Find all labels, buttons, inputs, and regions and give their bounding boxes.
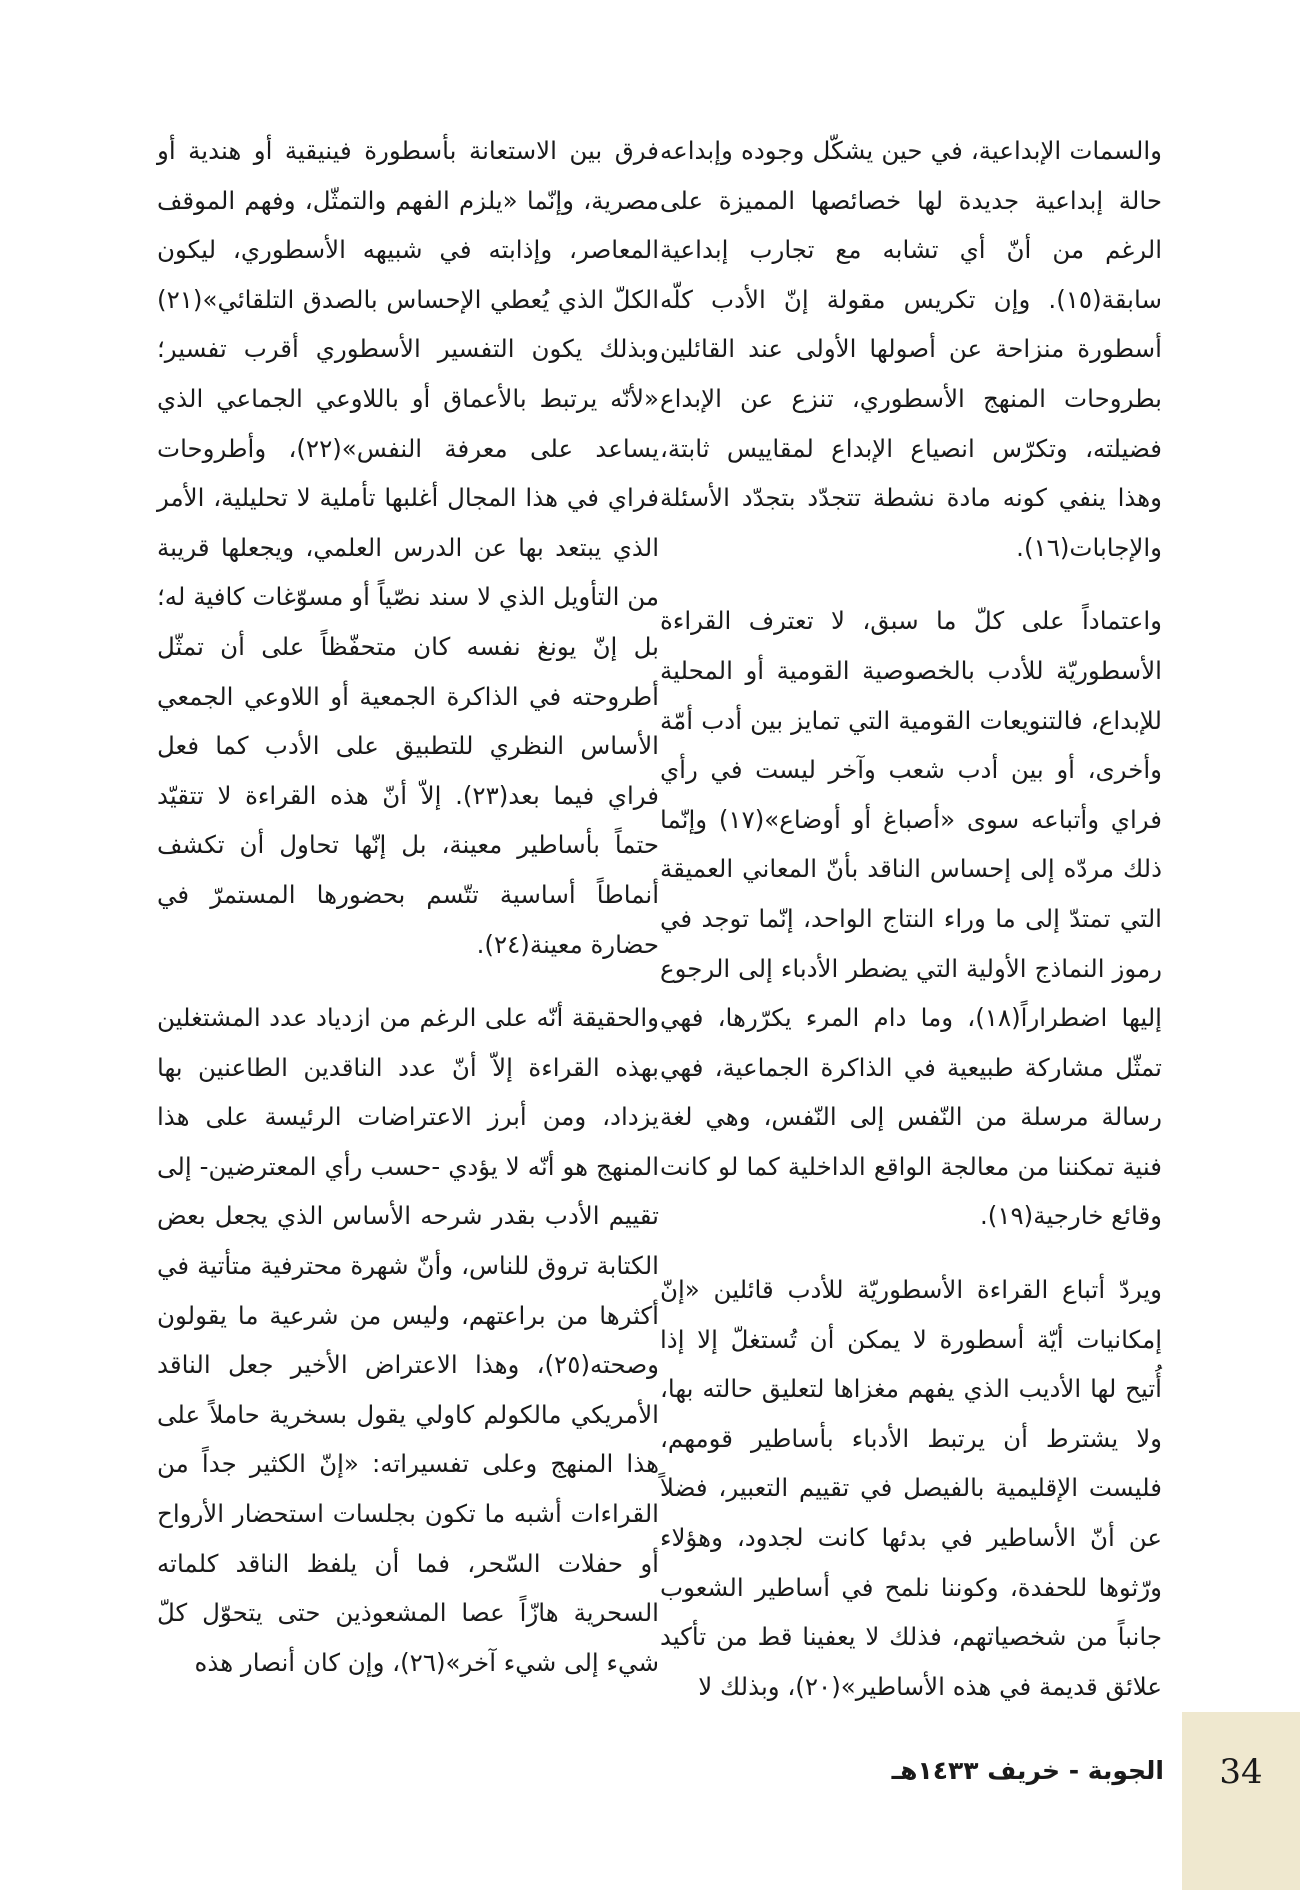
article-column-right: [660, 126, 1162, 1711]
footer-band: [1182, 1712, 1300, 1890]
paragraph: ويردّ أتباع القراءة الأسطوريّة للأدب قائلين «إنّ إمكانيات أيّة أسطورة لا يمكن أن تُستغلّ إلا إذا أُتيح لها الأديب الذي يفهم مغزاها لتعليق حالته بها، ولا يشترط أن يرتبط الأدباء بأساطير قومهم، فليست الإقليمية بالفيصل في تقييم التعبير، فضلاً عن أنّ الأساطير في بدئها كانت لجدود، وهؤلاء ورّثوها للحفدة، وكوننا نلمح في أساطير الشعوب جانباً من شخصياتهم، فذلك لا يعفينا قط من تأكيد علائق قديمة في هذه الأساطير»(٢٠)، وبذلك لا: [660, 1275, 1162, 1701]
paragraph: واعتماداً على كلّ ما سبق، لا تعترف القراءة الأسطوريّة للأدب بالخصوصية القومية أو المحلية للإبداع، فالتنويعات القومية التي تمايز بين أدب أمّة وأخرى، أو بين أدب شعب وآخر ليست في رأي فراي وأتباعه سوى «أصباغ أو أوضاع»(١٧) وإنّما ذلك مردّه إلى إحساس الناقد بأنّ المعاني العميقة التي تمتدّ إلى ما وراء النتاج الواحد، إنّما توجد في رموز النماذج الأولية التي يضطر الأدباء إلى الرجوع إليها اضطراراً(١٨)، وما دام المرء يكرّرها، فهي تمثّل مشاركة طبيعية في الذاكرة الجماعية، فهي رسالة مرسلة من النّفس إلى النّفس، وهي لغة فنية تمكننا من معالجة الواقع الداخلية كما لو كانت وقائع خارجية(١٩).: [660, 606, 1163, 1231]
paragraph: والسمات الإبداعية، في حين يشكّل وجوده وإبداعه حالة إبداعية جديدة لها خصائصها المميزة على الرغم من أنّ أي تشابه مع تجارب إبداعية سابقة(١٥). وإن تكريس مقولة إنّ الأدب كلّه أسطورة منزاحة عن أصولها الأولى عند القائلين بطروحات المنهج الأسطوري، تنزع عن الإبداع فضيلته، وتكرّس انصياع الإبداع لمقاييس ثابتة، وهذا ينفي كونه مادة نشطة تتجدّد بتجدّد الأسئلة والإجابات(١٦).: [660, 136, 1162, 562]
paragraph: فرق بين الاستعانة بأسطورة فينيقية أو هندية أو مصرية، وإنّما «يلزم الفهم والتمثّل، وفهم الموقف المعاصر، وإذابته في شبيهه الأسطوري، ليكون الكلّ الذي يُعطي الإحساس بالصدق التلقائي»(٢١) وبذلك يكون التفسير الأسطوري أقرب تفسير؛ «لأنّه يرتبط بالأعماق أو باللاوعي الجماعي الذي يساعد على معرفة النفس»(٢٢)، وأطروحات فراي في هذا المجال أغلبها تأملية لا تحليلية، الأمر الذي يبتعد بها عن الدرس العلمي، ويجعلها قريبة من التأويل الذي لا سند نصّياً أو مسوّغات كافية له؛ بل إنّ يونغ نفسه كان متحفّظاً على أن تمثّل أطروحته في الذاكرة الجمعية أو اللاوعي الجمعي الأساس النظري للتطبيق على الأدب كما فعل فراي فيما بعد(٢٣). إلاّ أنّ هذه القراءة لا تتقيّد حتماً بأساطير معينة، بل إنّها تحاول أن تكشف أنماطاً أساسية تتّسم بحضورها المستمرّ في حضارة معينة(٢٤).: [157, 136, 660, 959]
paragraph: والحقيقة أنّه على الرغم من ازدياد عدد المشتغلين بهذه القراءة إلاّ أنّ عدد الناقدين الطاعنين بها يزداد، ومن أبرز الاعتراضات الرئيسة على هذا المنهج هو أنّه لا يؤدي -حسب رأي المعترضين- إلى تقييم الأدب بقدر شرحه الأساس الذي يجعل بعض الكتابة تروق للناس، وأنّ شهرة محترفية متأتية في أكثرها من براعتهم، وليس من شرعية ما يقولون وصحته(٢٥)، وهذا الاعتراض الأخير جعل الناقد الأمريكي مالكولم كاولي يقول بسخرية حاملاً على هذا المنهج وعلى تفسيراته: «إنّ الكثير جداً من القراءات أشبه ما تكون بجلسات استحضار الأرواح أو حفلات السّحر، فما أن يلفظ الناقد كلماته السحرية هازّاً عصا المشعوذين حتى يتحوّل كلّ شيء إلى شيء آخر»(٢٦)، وإن كان أنصار هذه: [157, 1003, 659, 1677]
article-column-left: [157, 126, 659, 1687]
page-number: 34: [1219, 1752, 1263, 1792]
running-title: الجوبة - خريف ١٤٣٣هـ: [891, 1756, 1164, 1785]
